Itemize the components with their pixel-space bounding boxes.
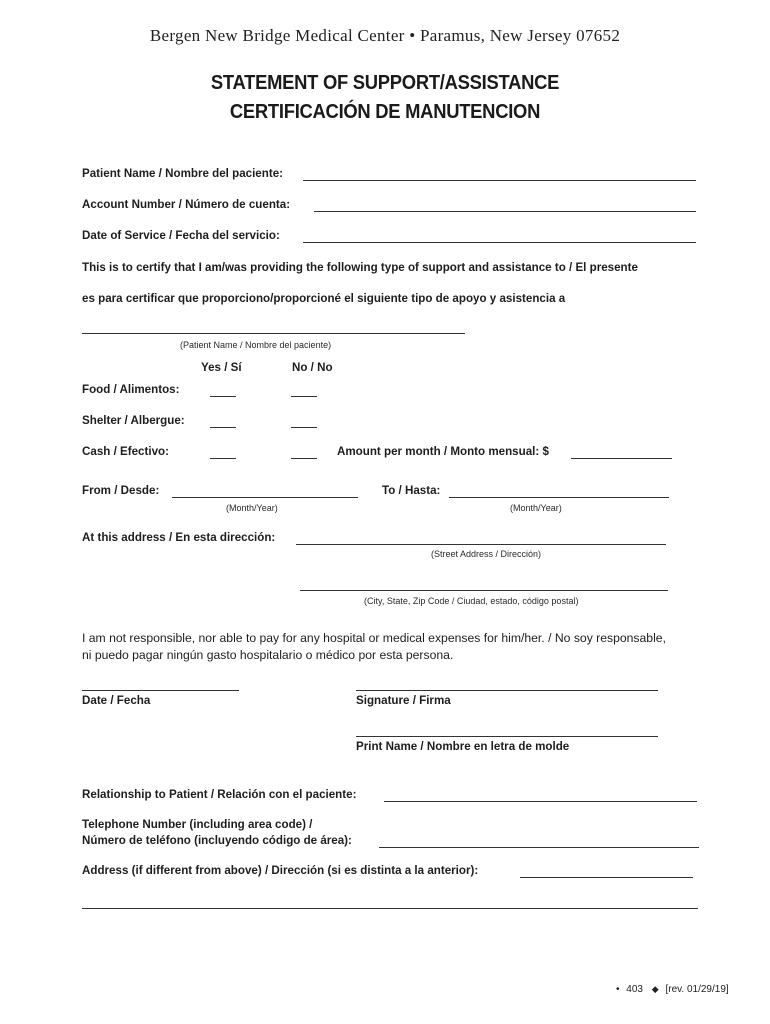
cash-no-field[interactable]	[291, 458, 317, 459]
patient-name-label: Patient Name / Nombre del paciente:	[82, 167, 284, 180]
footer-bullet: •	[616, 984, 620, 995]
supported-patient-name-field[interactable]	[82, 333, 465, 334]
diamond-icon: ◆	[651, 984, 659, 994]
signature-field[interactable]	[356, 690, 658, 691]
date-of-service-label: Date of Service / Fecha del servicio:	[82, 229, 280, 242]
cash-label: Cash / Efectivo:	[82, 445, 169, 458]
alternate-address-field-line2[interactable]	[82, 908, 698, 909]
relationship-label: Relationship to Patient / Relación con el paciente:	[82, 788, 357, 801]
telephone-label-line2: Número de teléfono (incluyendo código de área):	[82, 834, 352, 847]
patient-name-caption: (Patient Name / Nombre del paciente)	[180, 340, 332, 350]
yes-column-header: Yes / Sí	[201, 361, 242, 374]
shelter-yes-field[interactable]	[210, 427, 236, 428]
form-title: STATEMENT OF SUPPORT/ASSISTANCE	[210, 72, 560, 94]
date-label: Date / Fecha	[82, 694, 151, 707]
from-month-year-caption: (Month/Year)	[226, 503, 278, 513]
food-label: Food / Alimentos:	[82, 383, 180, 396]
from-label: From / Desde:	[82, 484, 160, 497]
no-column-header: No / No	[292, 361, 333, 374]
form-title-spanish: CERTIFICACIÓN DE MANUTENCION	[229, 101, 541, 123]
to-date-field[interactable]	[449, 497, 669, 498]
street-address-caption: (Street Address / Dirección)	[431, 549, 542, 559]
from-date-field[interactable]	[172, 497, 358, 498]
shelter-label: Shelter / Albergue:	[82, 414, 185, 427]
not-responsible-text-line2: ni puedo pagar ningún gasto hospitalario o médico por esta persona.	[82, 648, 454, 662]
print-name-label: Print Name / Nombre en letra de molde	[356, 740, 570, 753]
amount-per-month-field[interactable]	[571, 458, 672, 459]
to-month-year-caption: (Month/Year)	[510, 503, 562, 513]
account-number-label: Account Number / Número de cuenta:	[82, 198, 291, 211]
account-number-field[interactable]	[314, 211, 696, 212]
certify-text-line2: es para certificar que proporciono/proporcioné el siguiente tipo de apoyo y asistencia a	[82, 292, 566, 305]
food-yes-field[interactable]	[210, 396, 236, 397]
alternate-address-label: Address (if different from above) / Dirección (si es distinta a la anterior):	[82, 864, 479, 877]
to-label: To / Hasta:	[382, 484, 441, 497]
revision-date: [rev. 01/29/19]	[665, 984, 729, 995]
address-label: At this address / En esta dirección:	[82, 531, 276, 544]
form-number-footer	[616, 984, 729, 995]
food-no-field[interactable]	[291, 396, 317, 397]
street-address-field[interactable]	[296, 544, 666, 545]
print-name-field[interactable]	[356, 736, 658, 737]
city-state-zip-field[interactable]	[300, 590, 668, 591]
amount-per-month-label: Amount per month / Monto mensual: $	[337, 445, 549, 458]
form-number: 403	[626, 984, 643, 995]
header-institution: Bergen New Bridge Medical Center • Paramus, New Jersey 07652	[149, 26, 621, 45]
not-responsible-text-line1: I am not responsible, nor able to pay for any hospital or medical expenses for him/her. / No soy responsable,	[82, 631, 666, 645]
cash-yes-field[interactable]	[210, 458, 236, 459]
telephone-field[interactable]	[379, 847, 699, 848]
alternate-address-field[interactable]	[520, 877, 693, 878]
patient-name-field[interactable]	[303, 180, 696, 181]
date-field[interactable]	[82, 690, 239, 691]
signature-label: Signature / Firma	[356, 694, 451, 707]
certify-text-line1: This is to certify that I am/was providing the following type of support and assistance to / El presente	[82, 261, 638, 274]
city-state-zip-caption: (City, State, Zip Code / Ciudad, estado, código postal)	[364, 596, 579, 606]
shelter-no-field[interactable]	[291, 427, 317, 428]
relationship-field[interactable]	[384, 801, 697, 802]
telephone-label-line1: Telephone Number (including area code) /	[82, 818, 313, 831]
date-of-service-field[interactable]	[303, 242, 696, 243]
